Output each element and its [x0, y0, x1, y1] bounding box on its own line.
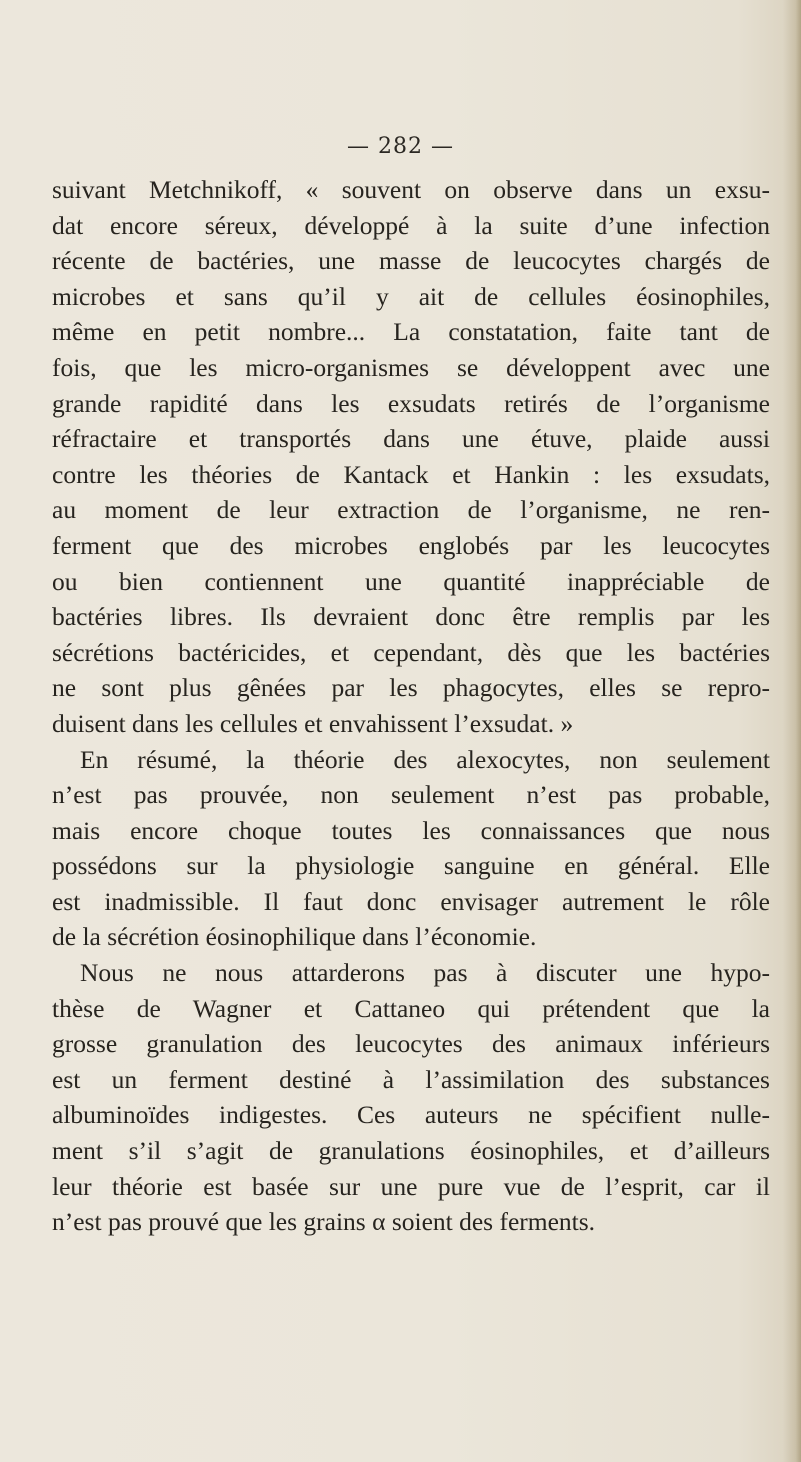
text-line: contre les théories de Kantack et Hankin : les exsudats,: [52, 459, 770, 489]
text-line: fois, que les micro-organismes se développent avec une: [52, 352, 770, 382]
text-line: même en petit nombre... La constatation, faite tant de: [52, 317, 770, 347]
text-line: bactéries libres. Ils devraient donc être remplis par les: [52, 602, 770, 632]
text-line: En résumé, la théorie des alexocytes, non seulement: [80, 744, 770, 774]
text-line: leur théorie est basée sur une pure vue de l’esprit, car il: [52, 1171, 770, 1201]
body-text: [52, 172, 770, 1240]
text-line: n’est pas prouvé que les grains α soient des ferments.: [52, 1207, 596, 1237]
text-line: ne sont plus gênées par les phagocytes, elles se repro-: [52, 673, 770, 703]
text-line: grande rapidité dans les exsudats retirés de l’organisme: [52, 388, 770, 418]
text-line: ment s’il s’agit de granulations éosinophiles, et d’ailleurs: [52, 1136, 770, 1166]
page-number: — 282 —: [347, 134, 454, 159]
text-line: est inadmissible. Il faut donc envisager autrement le rôle: [52, 886, 770, 916]
text-line: est un ferment destiné à l’assimilation des substances: [52, 1064, 770, 1094]
text-line: dat encore séreux, développé à la suite d’une infection: [52, 210, 770, 240]
text-line: possédons sur la physiologie sanguine en général. Elle: [52, 851, 770, 881]
text-line: duisent dans les cellules et envahissent l’exsudat. »: [52, 708, 574, 738]
text-line: ou bien contiennent une quantité inappréciable de: [52, 566, 770, 596]
page-edge-shadow: [783, 0, 801, 1462]
text-line: au moment de leur extraction de l’organisme, ne ren-: [52, 495, 770, 525]
text-line: récente de bactéries, une masse de leucocytes chargés de: [52, 246, 770, 276]
text-line: réfractaire et transportés dans une étuve, plaide aussi: [52, 424, 770, 454]
text-line: microbes et sans qu’il y ait de cellules éosinophiles,: [52, 281, 770, 311]
text-line: grosse granulation des leucocytes des animaux inférieurs: [52, 1029, 770, 1059]
text-line: mais encore choque toutes les connaissances que nous: [52, 815, 770, 845]
text-line: de la sécrétion éosinophilique dans l’économie.: [52, 922, 537, 952]
text-line: Nous ne nous attarderons pas à discuter une hypo-: [80, 958, 770, 988]
text-line: thèse de Wagner et Cattaneo qui prétendent que la: [52, 993, 770, 1023]
text-line: sécrétions bactéricides, et cependant, dès que les bactéries: [52, 637, 770, 667]
text-line: suivant Metchnikoff, « souvent on observe dans un exsu-: [52, 175, 770, 204]
text-line: ferment que des microbes englobés par les leucocytes: [52, 530, 770, 560]
text-line: albuminoïdes indigestes. Ces auteurs ne spécifient nulle-: [52, 1100, 770, 1130]
text-line: n’est pas prouvée, non seulement n’est pas probable,: [52, 780, 770, 810]
